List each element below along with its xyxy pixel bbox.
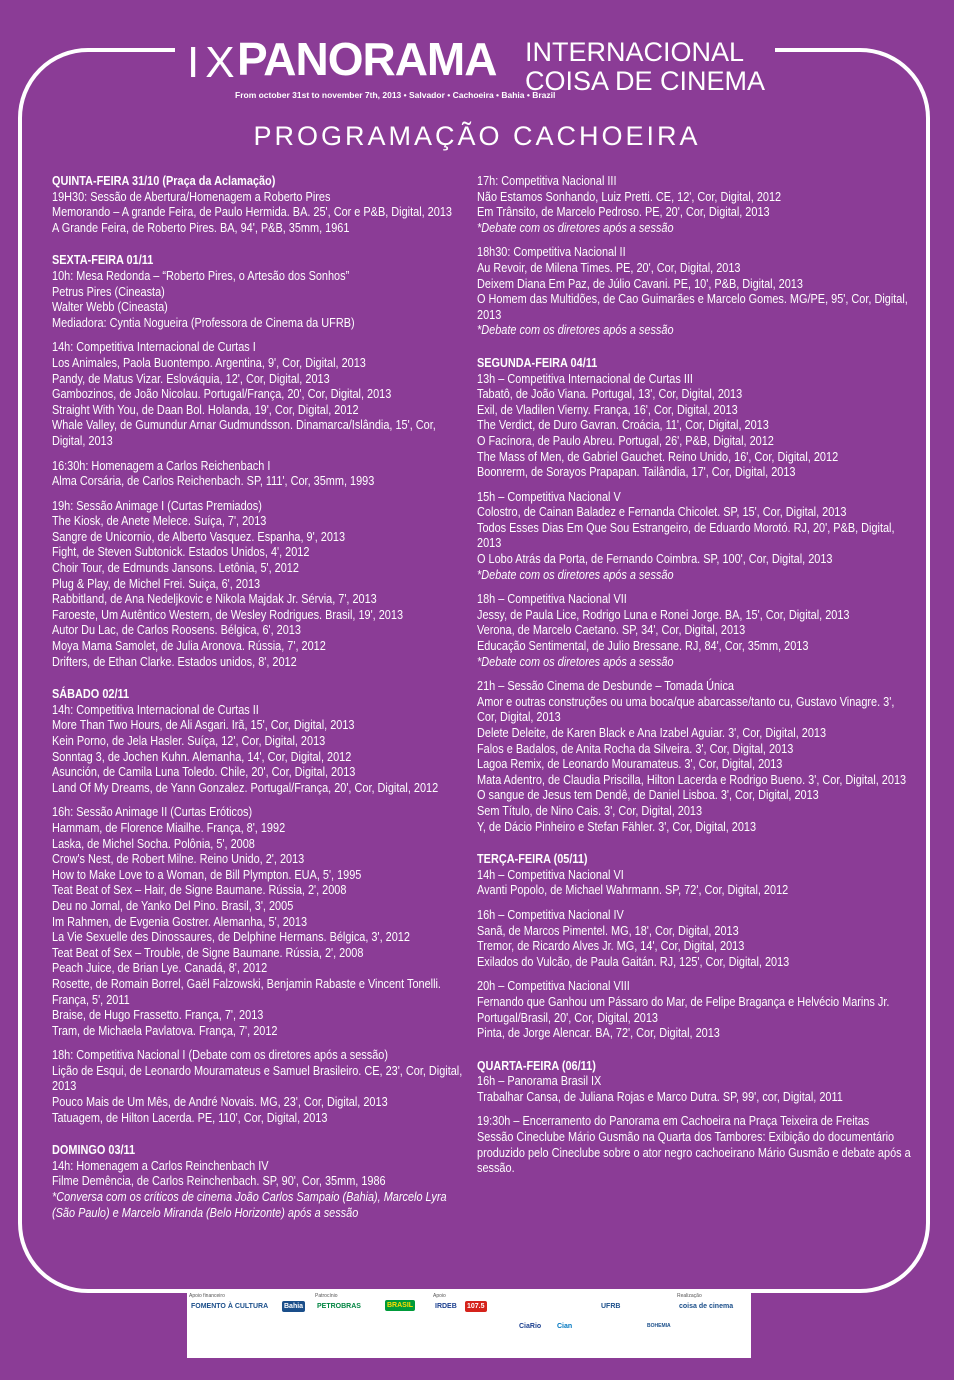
film-entry: Pandy, de Matus Vizar. Eslováquia, 12', Cor, Digital, 2013 xyxy=(52,371,330,386)
film-entry: Laska, de Michel Socha. Polônia, 5', 2008 xyxy=(52,836,255,851)
session-title: 16h: Sessão Animage II (Curtas Eróticos) xyxy=(52,805,253,820)
sponsor-label: Patrocínio xyxy=(315,1293,338,1299)
day-section xyxy=(477,852,911,1042)
film-entry: Drifters, de Ethan Clarke. Estados unidos, 8', 2012 xyxy=(52,654,297,669)
session-note: *Debate com os diretores após a sessão xyxy=(477,323,674,338)
edition-number: IX xyxy=(187,38,241,87)
day-heading: QUARTA-FEIRA (06/11) xyxy=(477,1058,596,1073)
day-section xyxy=(52,253,469,670)
session-title: 19:30h – Encerramento do Panorama em Cachoeira na Praça Teixeira de Freitas xyxy=(477,1114,870,1129)
session-block xyxy=(477,908,911,970)
session-title: 19h: Sessão Animage I (Curtas Premiados) xyxy=(52,498,262,513)
film-entry: Teat Beat of Sex – Trouble, de Signe Baumane. Rússia, 2', 2008 xyxy=(52,945,364,960)
film-entry: Lagoa Remix, de Leonardo Mouramateus. 3', Cor, Digital, 2013 xyxy=(477,757,783,772)
film-entry: The Mass of Men, de Gabriel Gauchet. Reino Unido, 16', Cor, Digital, 2012 xyxy=(477,449,839,464)
sponsor-logo: BRASIL xyxy=(387,1302,414,1309)
film-entry: Tabatô, de João Viana. Portugal, 13', Cor, Digital, 2013 xyxy=(477,387,743,402)
film-entry: Moya Mama Samolet, de Julia Aronova. Rússia, 7', 2012 xyxy=(52,639,326,654)
film-entry: Verona, de Marcelo Caetano. SP, 34', Cor, Digital, 2013 xyxy=(477,623,746,638)
film-entry: La Vie Sexuelle des Dinossaures, de Delphine Hermans. Bélgica, 3', 2012 xyxy=(52,930,410,945)
film-entry: Choir Tour, de Edmunds Jansons. Letônia, 5', 2012 xyxy=(52,561,299,576)
day-section xyxy=(52,687,469,1126)
film-entry: Fight, de Steven Subtonick. Estados Unidos, 4', 2012 xyxy=(52,545,310,560)
day-heading: TERÇA-FEIRA (05/11) xyxy=(477,852,588,867)
film-entry: Braise, de Hugo Frassetto. França, 7', 2013 xyxy=(52,1008,264,1023)
session-note: *Conversa com os críticos de cinema João Carlos Sampaio (Bahia), Marcelo Lyra (São Paulo) e Marcelo Miranda (Belo Horizonte) após a sessão xyxy=(52,1190,447,1220)
logo-subtitle-line-1: INTERNACIONAL xyxy=(525,37,745,67)
sponsor-logo: Bahia xyxy=(284,1303,304,1310)
film-entry: Los Animales, Paola Buontempo. Argentina, 9', Cor, Digital, 2013 xyxy=(52,355,366,370)
day-heading: SEGUNDA-FEIRA 04/11 xyxy=(477,355,598,370)
sponsor-label: Realização xyxy=(677,1293,702,1299)
session-block xyxy=(52,499,469,671)
sponsor-logo: BOHEMIA xyxy=(647,1323,671,1329)
film-entry: Sanã, de Marcos Pimentel. MG, 18', Cor, Digital, 2013 xyxy=(477,923,739,938)
session-note: *Debate com os diretores após a sessão xyxy=(477,654,674,669)
session-block xyxy=(477,490,911,584)
day-heading: SEXTA-FEIRA 01/11 xyxy=(52,253,154,268)
film-entry: Rabbitland, de Ana Nedeljkovic e Nikola Majdak Jr. Sérvia, 7', 2013 xyxy=(52,592,377,607)
film-entry: Filme Demência, de Carlos Reinchenbach. SP, 90', Cor, 35mm, 1986 xyxy=(52,1174,386,1189)
session-title: 14h – Competitiva Nacional VI xyxy=(477,867,624,882)
sponsor-logo: Cian xyxy=(557,1323,573,1330)
film-entry: Plug & Play, de Michel Frei. Suiça, 6', 2013 xyxy=(52,576,261,591)
day-section xyxy=(52,1143,469,1221)
film-entry: Petrus Pires (Cineasta) xyxy=(52,284,165,299)
film-entry: Alma Corsária, de Carlos Reichenbach. SP, 111', Cor, 35mm, 1993 xyxy=(52,474,375,489)
sponsor-logo: CiaRio xyxy=(519,1323,542,1330)
page-title: PROGRAMAÇÃO CACHOEIRA xyxy=(253,121,701,151)
session-title: 15h – Competitiva Nacional V xyxy=(477,489,621,504)
film-entry: Hammam, de Florence Miailhe. França, 8', 1992 xyxy=(52,820,286,835)
session-block xyxy=(52,340,469,449)
film-entry: Tremor, de Ricardo Alves Jr. MG, 14', Cor, Digital, 2013 xyxy=(477,939,745,954)
day-section xyxy=(477,174,911,339)
film-entry: Sessão Cineclube Mário Gusmão na Quarta dos Tambores: Exibição do documentário produzido pelo Cineclube sobre o ator negro cachoeirano Mário Gusmão e debate após a sessão. xyxy=(477,1130,911,1176)
film-entry: Boonrerm, de Sorayos Prapapan. Tailândia, 17', Cor, Digital, 2013 xyxy=(477,465,796,480)
session-note: *Debate com os diretores após a sessão xyxy=(477,220,674,235)
session-block xyxy=(477,1074,911,1105)
schedule-left-column xyxy=(52,174,469,1221)
sponsor-label: Apoio financeiro xyxy=(189,1293,225,1299)
film-entry: Avanti Popolo, de Michael Wahrmann. SP, 72', Cor, Digital, 2012 xyxy=(477,883,789,898)
film-entry: How to Make Love to a Woman, de Bill Plympton. EUA, 5', 1995 xyxy=(52,867,362,882)
session-block xyxy=(52,703,469,797)
film-entry: Trabalhar Cansa, de Juliana Rojas e Marco Dutra. SP, 99', cor, Digital, 2011 xyxy=(477,1089,843,1104)
film-entry: Y, de Dácio Pinheiro e Stefan Fähler. 3', Cor, Digital, 2013 xyxy=(477,819,757,834)
session-block xyxy=(52,190,469,237)
session-block xyxy=(477,1114,911,1176)
film-entry: Teat Beat of Sex – Hair, de Signe Baumane. Rússia, 2', 2008 xyxy=(52,883,347,898)
film-entry: O Lobo Atrás da Porta, de Fernando Coimbra. SP, 100', Cor, Digital, 2013 xyxy=(477,552,833,567)
sponsor-strip xyxy=(187,1291,751,1358)
session-block xyxy=(477,979,911,1041)
day-heading: SÁBADO 02/11 xyxy=(52,687,130,702)
film-entry: Crow's Nest, de Robert Milne. Reino Unido, 2', 2013 xyxy=(52,852,305,867)
sponsor-logo: FOMENTO À CULTURA xyxy=(191,1303,269,1310)
session-block xyxy=(52,805,469,1039)
film-entry: Falos e Badalos, de Anita Rocha da Silveira. 3', Cor, Digital, 2013 xyxy=(477,741,794,756)
session-block xyxy=(52,1159,469,1221)
session-block xyxy=(52,269,469,331)
film-entry: The Verdict, de Duro Gavran. Croácia, 11', Cor, Digital, 2013 xyxy=(477,418,769,433)
session-title: 18h – Competitiva Nacional VII xyxy=(477,592,627,607)
film-entry: A Grande Feira, de Roberto Pires. BA, 94', P&B, 35mm, 1961 xyxy=(52,220,350,235)
film-entry: Faroeste, Um Autêntico Western, de Wesley Rodrigues. Brasil, 19', 2013 xyxy=(52,607,404,622)
film-entry: Asunción, de Camila Luna Toledo. Chile, 20', Cor, Digital, 2013 xyxy=(52,765,356,780)
session-title: 16h – Competitiva Nacional IV xyxy=(477,907,624,922)
film-entry: Peach Juice, de Brian Lye. Canadá, 8', 2012 xyxy=(52,961,268,976)
session-block xyxy=(52,459,469,490)
film-entry: The Kiosk, de Anete Melece. Suíça, 7', 2013 xyxy=(52,514,267,529)
session-block xyxy=(477,868,911,899)
sponsor-label: Apoio xyxy=(433,1293,446,1299)
session-block xyxy=(52,1048,469,1126)
film-entry: Walter Webb (Cineasta) xyxy=(52,300,168,315)
session-title: 19H30: Sessão de Abertura/Homenagem a Roberto Pires xyxy=(52,189,331,204)
logo-dates: From october 31st to november 7th, 2013 • Salvador • Cachoeira • Bahia • Brazil xyxy=(235,90,556,100)
sponsor-logo: IRDEB xyxy=(435,1303,457,1310)
session-title: 18h: Competitiva Nacional I (Debate com os diretores após a sessão) xyxy=(52,1048,388,1063)
sponsor-logo: coisa de cinema xyxy=(679,1303,734,1310)
session-title: 13h – Competitiva Internacional de Curtas III xyxy=(477,371,693,386)
sponsor-logo: PETROBRAS xyxy=(317,1303,361,1310)
film-entry: Pouco Mais de Um Mês, de André Novais. MG, 23', Cor, Digital, 2013 xyxy=(52,1095,388,1110)
session-title: 20h – Competitiva Nacional VIII xyxy=(477,979,630,994)
film-entry: O Homem das Multidões, de Cao Guimarães e Marcelo Gomes. MG/PE, 95', Cor, Digital, 2013 xyxy=(477,292,908,322)
festival-header xyxy=(175,30,775,110)
film-entry: Land Of My Dreams, de Yann Gonzalez. Portugal/França, 20', Cor, Digital, 2012 xyxy=(52,780,439,795)
session-block xyxy=(477,679,911,835)
film-entry: Não Estamos Sonhando, Luiz Pretti. CE, 12', Cor, Digital, 2012 xyxy=(477,189,782,204)
logo-wordmark: PANORAMA xyxy=(237,33,497,85)
film-entry: Lição de Esqui, de Leonardo Mouramateus e Samuel Brasileiro. CE, 23', Cor, Digital, 2013 xyxy=(52,1063,463,1094)
session-title: 18h30: Competitiva Nacional II xyxy=(477,245,626,260)
day-heading: DOMINGO 03/11 xyxy=(52,1143,136,1158)
film-entry: Whale Valley, de Gumundur Arnar Gudmundsson. Dinamarca/Islândia, 15', Cor, Digital, 2013 xyxy=(52,418,436,448)
film-entry: Im Rahmen, de Evgenia Gostrer. Alemanha, 5', 2013 xyxy=(52,914,308,929)
film-entry: More Than Two Hours, de Ali Asgari. Irã, 15', Cor, Digital, 2013 xyxy=(52,718,355,733)
session-title: 14h: Competitiva Internacional de Curtas II xyxy=(52,702,259,717)
film-entry: Educação Sentimental, de Julio Bressane. RJ, 84', Cor, 35mm, 2013 xyxy=(477,639,809,654)
session-title: 16h – Panorama Brasil IX xyxy=(477,1074,602,1089)
film-entry: Exil, de Vladilen Vierny. França, 16', Cor, Digital, 2013 xyxy=(477,402,738,417)
session-title: 17h: Competitiva Nacional III xyxy=(477,174,617,188)
film-entry: O Facínora, de Paulo Abreu. Portugal, 26', P&B, Digital, 2012 xyxy=(477,433,774,448)
film-entry: Colostro, de Cainan Baladez e Fernanda Chicolet. SP, 15', Cor, Digital, 2013 xyxy=(477,505,847,520)
session-block xyxy=(477,372,911,481)
day-heading: QUINTA-FEIRA 31/10 (Praça da Aclamação) xyxy=(52,174,276,188)
film-entry: Autor Du Lac, de Carlos Roosens. Bélgica, 6', 2013 xyxy=(52,623,301,638)
film-entry: O sangue de Jesus tem Dendê, de Daniel Lisboa. 3', Cor, Digital, 2013 xyxy=(477,788,819,803)
session-title: 14h: Competitiva Internacional de Curtas I xyxy=(52,340,256,355)
logo-subtitle-line-2: COISA DE CINEMA xyxy=(525,66,766,96)
film-entry: Delete Deleite, de Karen Black e Ana Izabel Aguiar. 3', Cor, Digital, 2013 xyxy=(477,726,827,740)
film-entry: Pinta, de Jorge Alencar. BA, 72', Cor, Digital, 2013 xyxy=(477,1026,720,1041)
film-entry: Deu no Jornal, de Yanko Del Pino. Brasil, 3', 2005 xyxy=(52,898,294,913)
film-entry: Sem Título, de Nino Cais. 3', Cor, Digital, 2013 xyxy=(477,803,703,818)
film-entry: Au Revoir, de Milena Times. PE, 20', Cor, Digital, 2013 xyxy=(477,260,741,275)
film-entry: Todos Esses Dias Em Que Sou Estrangeiro, de Eduardo Morotó. RJ, 20', P&B, Digital, 2013 xyxy=(477,520,895,551)
film-entry: Jessy, de Paula Lice, Rodrigo Luna e Ronei Jorge. BA, 15', Cor, Digital, 2013 xyxy=(477,607,850,622)
film-entry: Exilados do Vulcão, de Paula Gaitán. RJ, 125', Cor, Digital, 2013 xyxy=(477,954,790,969)
film-entry: Sangre de Unicornio, de Alberto Vasquez. Espanha, 9', 2013 xyxy=(52,529,346,544)
film-entry: Em Trânsito, de Marcelo Pedroso. PE, 20', Cor, Digital, 2013 xyxy=(477,205,770,220)
film-entry: Straight With You, de Daan Bol. Holanda, 19', Cor, Digital, 2012 xyxy=(52,402,359,417)
day-section xyxy=(477,1059,911,1177)
film-entry: Deixem Diana Em Paz, de Júlio Cavani. PE, 10', P&B, Digital, 2013 xyxy=(477,276,803,291)
session-title: 10h: Mesa Redonda – “Roberto Pires, o Artesão dos Sonhos” xyxy=(52,268,350,283)
film-entry: Rosette, de Romain Borrel, Gaël Falzowski, Benjamin Rabaste e Vincent Tonelli. França, 5', 2011 xyxy=(52,976,441,1007)
sponsor-logo: UFRB xyxy=(601,1303,621,1310)
session-title: 14h: Homenagem a Carlos Reinchenbach IV xyxy=(52,1158,269,1173)
film-entry: Mata Adentro, de Claudia Priscilla, Hilton Lacerda e Rodrigo Bueno. 3', Cor, Digital, 2013 xyxy=(477,772,907,787)
film-entry: Sonntag 3, de Jochen Kuhn. Alemanha, 14', Cor, Digital, 2012 xyxy=(52,749,352,764)
film-entry: Mediadora: Cyntia Nogueira (Professora de Cinema da UFRB) xyxy=(52,315,355,330)
schedule-right-column xyxy=(477,174,911,1177)
session-block xyxy=(477,174,911,236)
day-section xyxy=(477,356,911,835)
session-block xyxy=(477,592,911,670)
sponsor-logo: 107.5 xyxy=(467,1303,485,1310)
session-title: 21h – Sessão Cinema de Desbunde – Tomada Única xyxy=(477,679,734,694)
film-entry: Tram, de Michaela Pavlatova. França, 7', 2012 xyxy=(52,1023,278,1038)
film-entry: Tatuagem, de Hilton Lacerda. PE, 110', Cor, Digital, 2013 xyxy=(52,1110,328,1125)
logo-subtitle xyxy=(525,38,765,96)
day-section xyxy=(52,174,469,236)
film-entry: Memorando – A grande Feira, de Paulo Hermida. BA. 25', Cor e P&B, Digital, 2013 xyxy=(52,205,452,220)
film-entry: Kein Porno, de Jela Hasler. Suíça, 12', Cor, Digital, 2013 xyxy=(52,734,326,748)
session-note: *Debate com os diretores após a sessão xyxy=(477,567,674,582)
film-entry: Amor e outras construções ou uma boca/que abarcasse/tanto cu, Gustavo Vinagre. 3', Cor, Digital, 2013 xyxy=(477,694,895,725)
session-title: 16:30h: Homenagem a Carlos Reichenbach I xyxy=(52,458,271,473)
session-block xyxy=(477,245,911,339)
film-entry: Fernando que Ganhou um Pássaro do Mar, de Felipe Bragança e Helvécio Marins Jr. Portugal/Brasil, 20', Cor, Digital, 2013 xyxy=(477,994,890,1025)
film-entry: Gambozinos, de João Nicolau. Portugal/França, 20', Cor, Digital, 2013 xyxy=(52,387,392,402)
